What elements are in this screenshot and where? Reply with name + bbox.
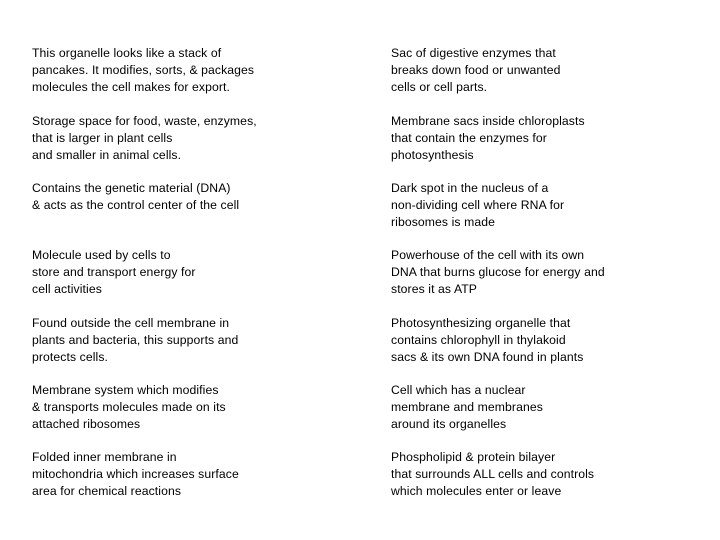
clue-line: & acts as the control center of the cell — [32, 197, 240, 212]
clue-line: that contain the enzymes for — [391, 130, 547, 145]
clue-line: mitochondria which increases surface — [32, 466, 239, 481]
clue-golgi — [32, 45, 352, 95]
clue-line: sacs & its own DNA found in plants — [391, 349, 584, 364]
clue-vacuole — [32, 113, 352, 163]
clue-line: Phospholipid & protein bilayer — [391, 450, 556, 464]
clue-nucleus — [32, 180, 352, 214]
clue-line: This organelle looks like a stack of — [32, 46, 222, 60]
clue-line: stores it as ATP — [391, 281, 478, 296]
clue-line: Dark spot in the nucleus of a — [391, 181, 549, 195]
clue-line: Cell which has a nuclear — [391, 383, 526, 397]
clue-atp — [32, 247, 352, 297]
clue-line: store and transport energy for — [32, 264, 196, 279]
clue-chloroplast — [391, 315, 711, 365]
clue-line: non-dividing cell where RNA for — [391, 197, 565, 212]
clue-line: & transports molecules made on its — [32, 399, 226, 414]
clue-line: area for chemical reactions — [32, 483, 182, 498]
clue-line: that is larger in plant cells — [32, 130, 173, 145]
clue-line: Molecule used by cells to — [32, 248, 171, 262]
clue-line: Sac of digestive enzymes that — [391, 46, 556, 60]
clue-line: protects cells. — [32, 349, 109, 364]
clue-line: ribosomes is made — [391, 214, 495, 229]
clue-cell-wall — [32, 315, 352, 365]
clue-nucleolus — [391, 180, 711, 230]
clue-line: Found outside the cell membrane in — [32, 316, 230, 330]
clue-line: Folded inner membrane in — [32, 450, 177, 464]
clue-line: Membrane system which modifies — [32, 383, 219, 397]
clue-line: Photosynthesizing organelle that — [391, 316, 571, 330]
clue-line: around its organelles — [391, 416, 507, 431]
clue-mitochondria — [391, 247, 711, 297]
clue-line: attached ribosomes — [32, 416, 141, 431]
clue-line: Powerhouse of the cell with its own — [391, 248, 585, 262]
clue-line: that surrounds ALL cells and controls — [391, 466, 595, 481]
clue-line: membrane and membranes — [391, 399, 543, 414]
clue-line: which molecules enter or leave — [391, 483, 562, 498]
clue-line: breaks down food or unwanted — [391, 62, 561, 77]
clue-line: plants and bacteria, this supports and — [32, 332, 239, 347]
clue-line: pancakes. It modifies, sorts, & packages — [32, 62, 255, 77]
clue-line: contains chlorophyll in thylakoid — [391, 332, 566, 347]
clue-line: and smaller in animal cells. — [32, 147, 182, 162]
clue-thylakoid — [391, 113, 711, 163]
clue-line: Membrane sacs inside chloroplasts — [391, 114, 585, 128]
clue-line: DNA that burns glucose for energy and — [391, 264, 605, 279]
clue-eukaryote — [391, 382, 711, 432]
clue-line: Storage space for food, waste, enzymes, — [32, 114, 257, 128]
clue-cristae — [32, 449, 352, 499]
clue-cell-membrane — [391, 449, 711, 499]
clue-endoplasmic-reticulum — [32, 382, 352, 432]
clue-line: cells or cell parts. — [391, 79, 488, 94]
clue-line: molecules the cell makes for export. — [32, 79, 231, 94]
clue-line: cell activities — [32, 281, 102, 296]
clue-lysosome — [391, 45, 711, 95]
clue-line: photosynthesis — [391, 147, 474, 162]
clue-line: Contains the genetic material (DNA) — [32, 181, 231, 195]
